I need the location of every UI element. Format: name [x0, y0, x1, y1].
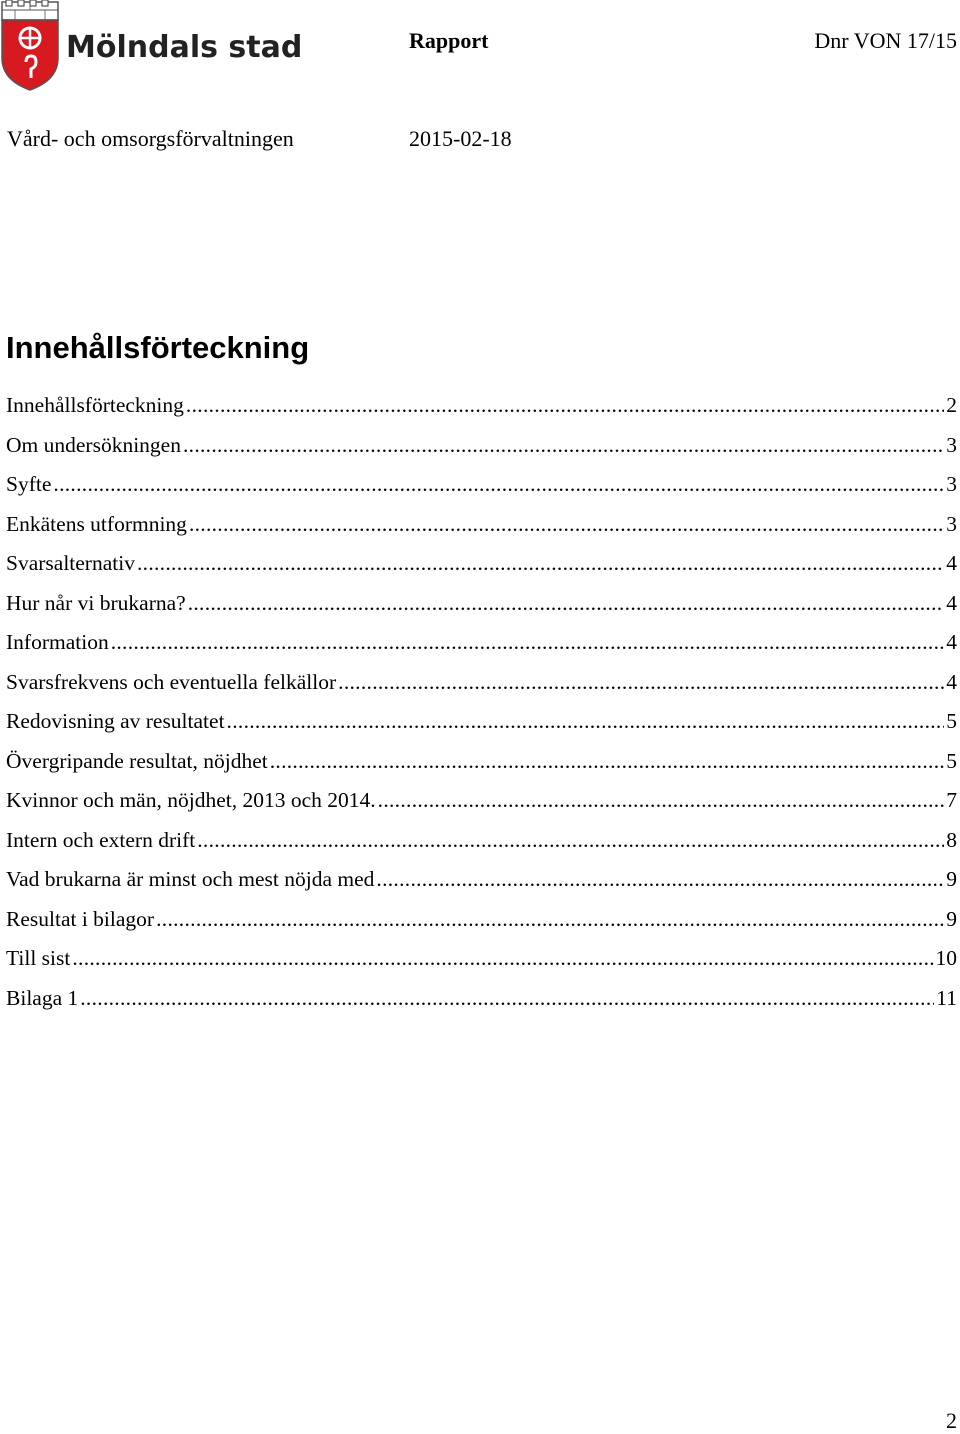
toc-entry-label: Svarsalternativ: [6, 551, 135, 575]
page-number: 2: [946, 1408, 957, 1433]
toc-entry-page: 3: [946, 472, 957, 496]
toc-entry-page: 5: [946, 748, 957, 773]
toc-entry[interactable]: [6, 670, 957, 710]
toc-entry[interactable]: [6, 591, 957, 631]
toc-entry-label: Redovisning av resultatet: [6, 709, 225, 733]
toc-heading: Innehållsförteckning: [6, 330, 310, 365]
toc-entry-page: 4: [946, 551, 957, 575]
toc-entry-label: Kvinnor och män, nöjdhet, 2013 och 2014.: [6, 788, 376, 812]
toc-entry-page: 3: [946, 432, 957, 457]
table-of-contents: [6, 393, 957, 1025]
toc-entry[interactable]: [6, 630, 957, 670]
city-shield-icon: [0, 0, 60, 92]
toc-entry-label: Övergripande resultat, nöjdhet: [6, 748, 268, 773]
dot-leader: [188, 591, 945, 616]
toc-entry[interactable]: [6, 433, 957, 473]
toc-entry-page: 4: [946, 590, 957, 615]
toc-entry-label: Information: [6, 630, 109, 654]
toc-entry-label: Innehållsförteckning: [6, 393, 184, 417]
toc-entry[interactable]: [6, 393, 957, 433]
document-type: Rapport: [409, 28, 489, 53]
toc-entry[interactable]: [6, 512, 957, 552]
toc-entry-label: Resultat i bilagor: [6, 906, 155, 931]
toc-entry-label: Om undersökningen: [6, 432, 181, 457]
toc-entry[interactable]: [6, 788, 957, 828]
toc-entry[interactable]: [6, 709, 957, 749]
reference-number: Dnr VON 17/15: [814, 28, 957, 53]
toc-entry-label: Syfte: [6, 472, 52, 496]
dot-leader: [186, 393, 944, 418]
toc-entry[interactable]: [6, 946, 957, 986]
toc-entry-page: 9: [946, 867, 957, 891]
toc-entry-page: 3: [946, 511, 957, 536]
dot-leader: [111, 630, 945, 655]
molndal-logo: [0, 0, 303, 92]
dot-leader: [378, 788, 945, 813]
toc-entry-page: 4: [946, 630, 957, 654]
toc-entry-page: 2: [946, 393, 957, 417]
dot-leader: [80, 986, 934, 1011]
organization-name: Mölndals stad: [66, 30, 303, 65]
toc-entry-label: Enkätens utformning: [6, 511, 187, 536]
toc-entry-label: Bilaga 1: [6, 985, 79, 1010]
toc-entry[interactable]: [6, 472, 957, 512]
document-date: 2015-02-18: [409, 126, 512, 151]
toc-entry-label: Vad brukarna är minst och mest nöjda med: [6, 867, 375, 891]
toc-entry[interactable]: [6, 551, 957, 591]
toc-entry-label: Hur når vi brukarna?: [6, 590, 186, 615]
dot-leader: [227, 709, 945, 734]
toc-entry-page: 11: [936, 985, 957, 1010]
toc-entry[interactable]: [6, 986, 957, 1026]
toc-entry-page: 8: [946, 827, 957, 852]
dot-leader: [197, 828, 944, 853]
toc-entry[interactable]: [6, 907, 957, 947]
toc-entry-page: 4: [946, 669, 957, 694]
toc-entry-label: Intern och extern drift: [6, 827, 196, 852]
toc-entry[interactable]: [6, 828, 957, 868]
dot-leader: [270, 749, 945, 774]
toc-entry-page: 9: [946, 906, 957, 931]
toc-entry-page: 5: [946, 709, 957, 733]
toc-entry-label: Svarsfrekvens och eventuella felkällor: [6, 669, 337, 694]
dot-leader: [72, 946, 933, 971]
toc-entry-label: Till sist: [6, 946, 71, 970]
dot-leader: [189, 512, 944, 537]
dot-leader: [376, 867, 944, 892]
dot-leader: [156, 907, 944, 932]
dot-leader: [183, 433, 944, 458]
dot-leader: [53, 472, 944, 497]
toc-entry-page: 7: [946, 788, 957, 812]
dot-leader: [338, 670, 944, 695]
toc-entry[interactable]: [6, 749, 957, 789]
dot-leader: [137, 551, 944, 576]
department-name: Vård- och omsorgsförvaltningen: [7, 126, 294, 151]
toc-entry[interactable]: [6, 867, 957, 907]
toc-entry-page: 10: [935, 946, 957, 970]
